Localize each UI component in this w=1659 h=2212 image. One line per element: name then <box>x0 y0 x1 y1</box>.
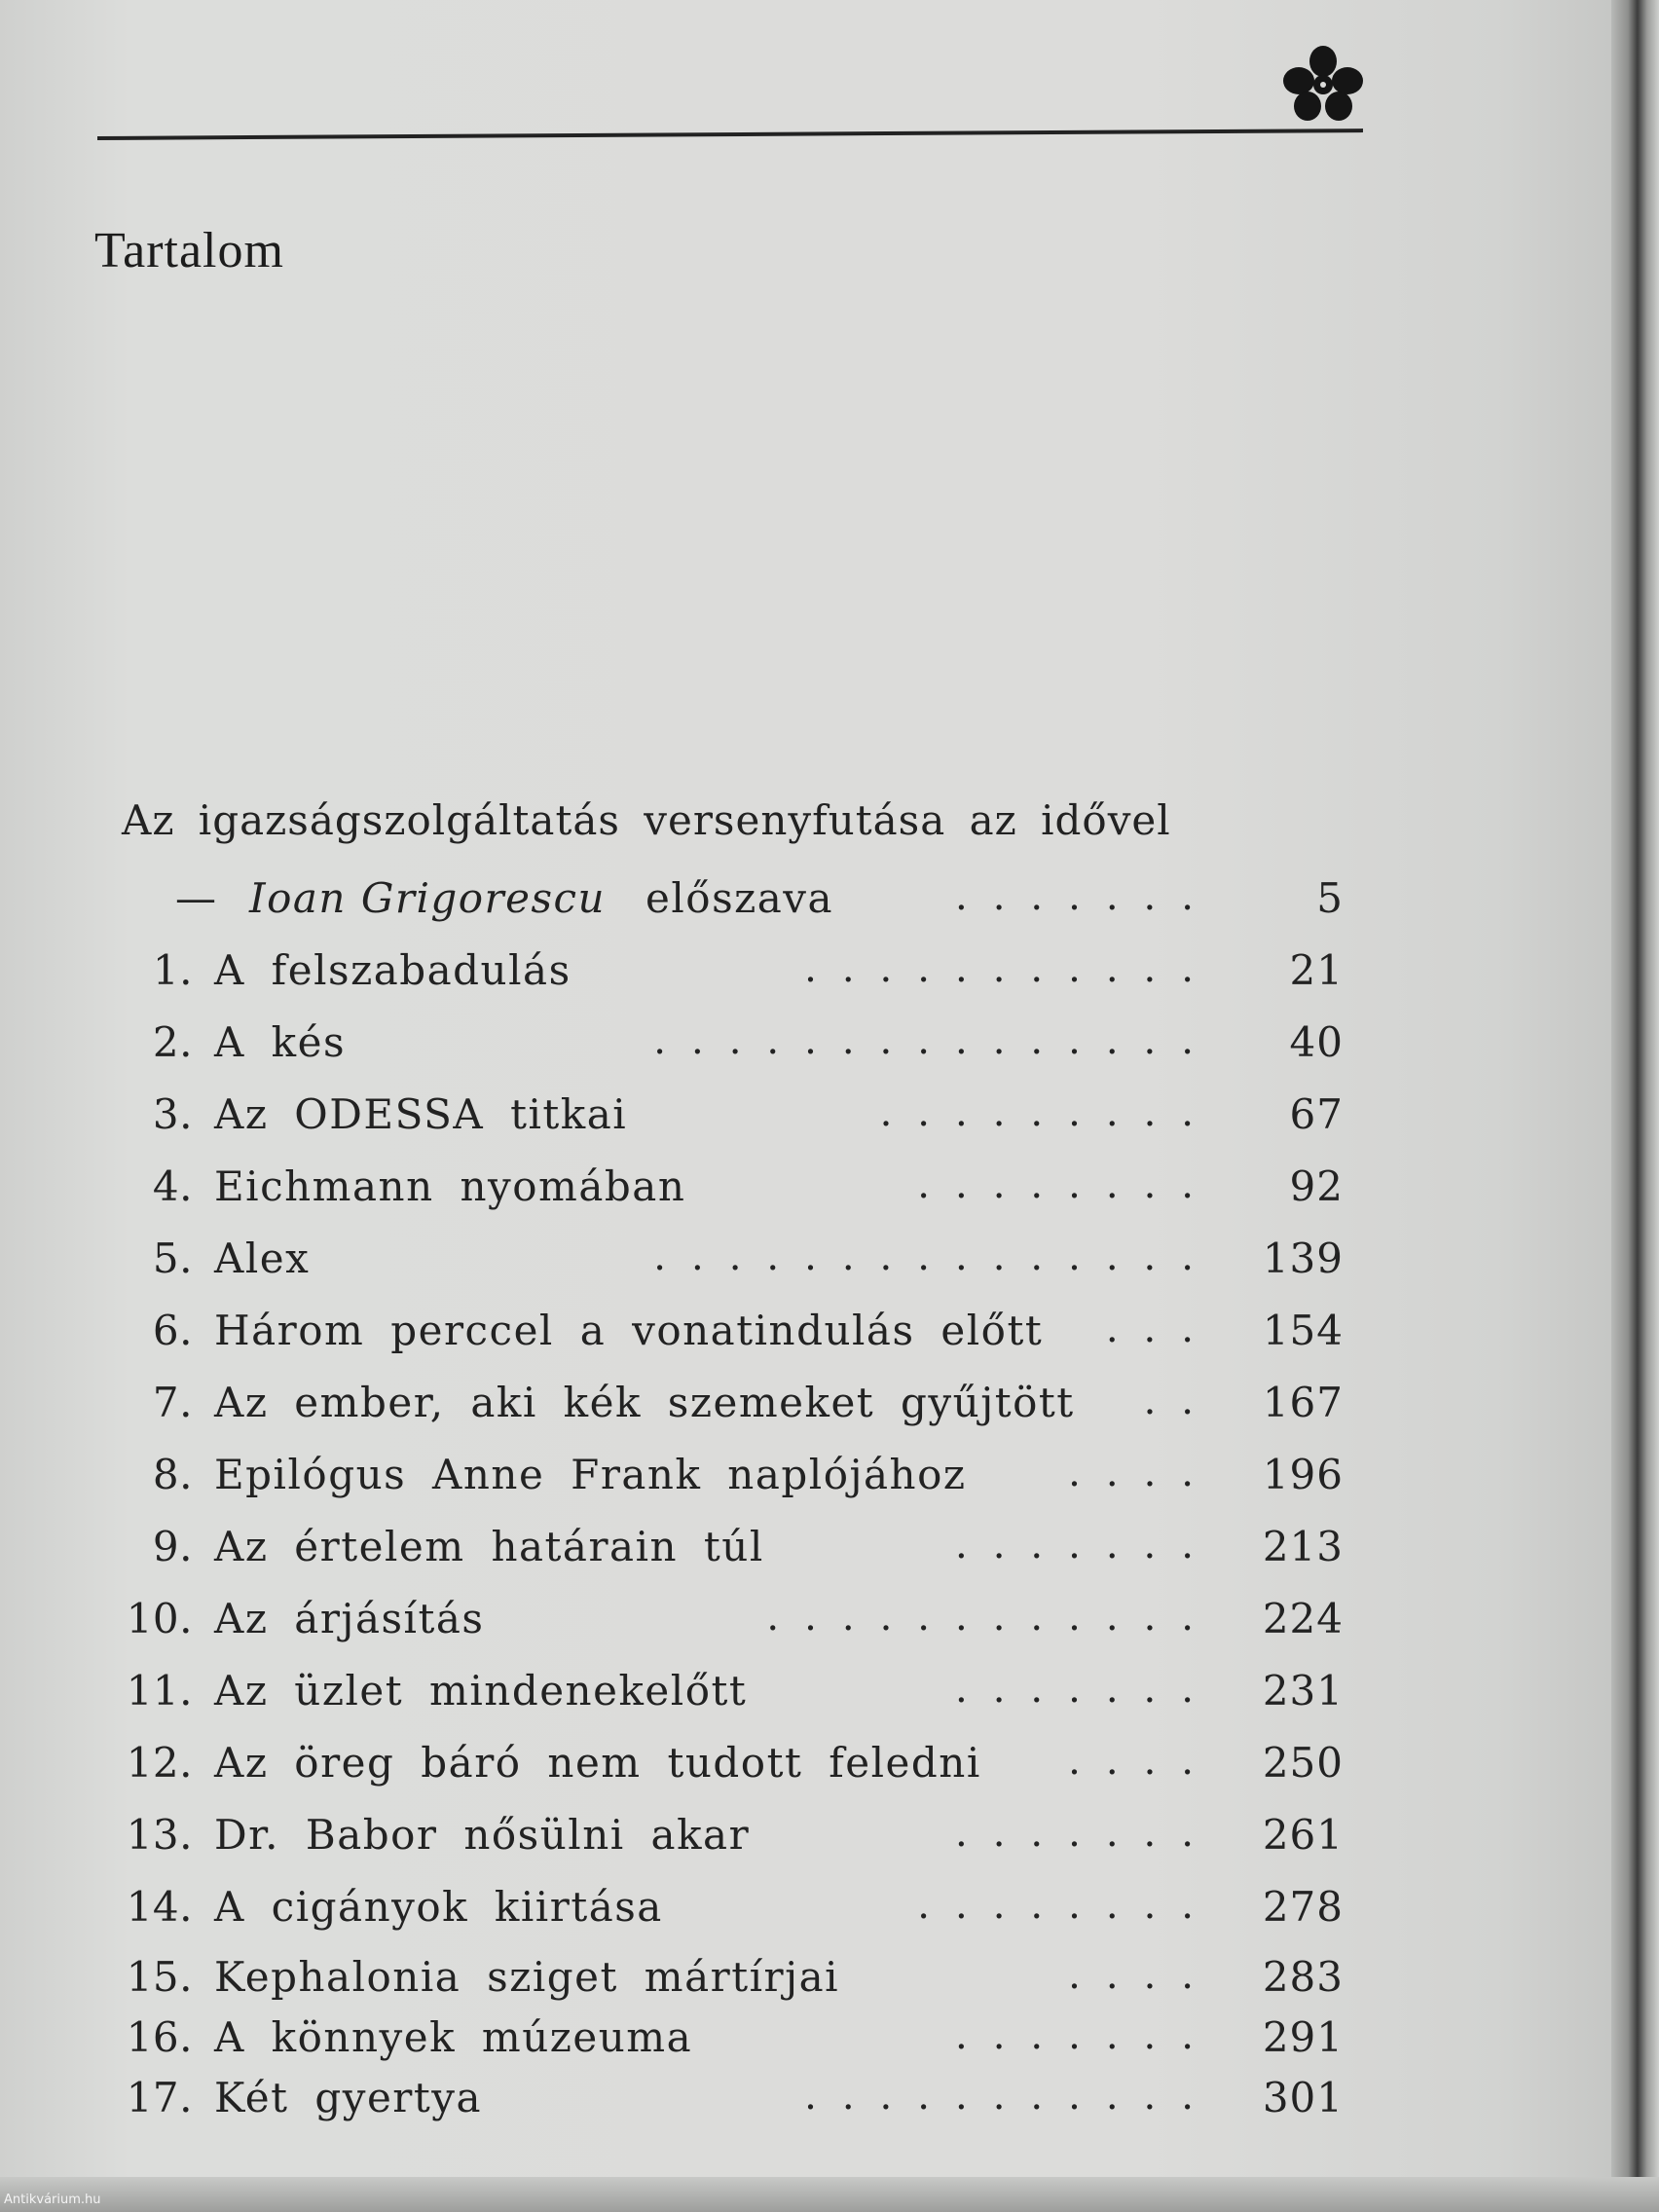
toc-entry <box>0 1018 1659 1077</box>
entry-number: 17. <box>126 2074 193 2121</box>
intro-page: 5 <box>1316 874 1344 922</box>
dot-leader: .. <box>1143 1379 1219 1423</box>
entry-title: Az öreg báró nem tudott feledni <box>214 1739 981 1787</box>
entry-page: 196 <box>1262 1451 1344 1498</box>
entry-page: 261 <box>1262 1811 1344 1859</box>
toc-entry <box>0 1667 1659 1725</box>
dot-leader: .... <box>1068 1451 1219 1495</box>
dot-leader: ........... <box>804 2074 1219 2119</box>
entry-number: 2. <box>152 1018 193 1066</box>
entry-page: 278 <box>1262 1883 1344 1931</box>
entry-page: 21 <box>1289 946 1344 994</box>
entry-number: 8. <box>152 1451 193 1498</box>
toc-entry <box>0 1883 1659 1941</box>
entry-title: Az üzlet mindenekelőtt <box>214 1667 748 1714</box>
toc-entry <box>0 1307 1659 1365</box>
page-title: Tartalom <box>94 223 284 278</box>
dot-leader: ....... <box>954 1523 1219 1567</box>
intro-title: Az igazságszolgáltatás versenyfutása az idővel <box>122 796 1171 844</box>
entry-title: Az értelem határain túl <box>214 1523 764 1570</box>
dot-leader: ............... <box>653 1235 1219 1279</box>
dot-leader: ....... <box>954 2013 1219 2058</box>
entry-page: 67 <box>1289 1090 1344 1138</box>
entry-number: 11. <box>126 1667 193 1714</box>
toc-entry <box>0 946 1659 1005</box>
entry-number: 3. <box>152 1090 193 1138</box>
dot-leader: .... <box>1068 1739 1219 1784</box>
entry-title: Kephalonia sziget mártírjai <box>214 1953 840 2001</box>
entry-title: A kés <box>214 1018 347 1066</box>
entry-title: Két gyertya <box>214 2074 483 2121</box>
entry-number: 9. <box>152 1523 193 1570</box>
toc-entry <box>0 1595 1659 1653</box>
entry-number: 15. <box>126 1953 193 2001</box>
toc-entry <box>0 1811 1659 1869</box>
entry-page: 213 <box>1262 1523 1344 1570</box>
entry-number: 12. <box>126 1739 193 1787</box>
entry-page: 40 <box>1289 1018 1344 1066</box>
entry-page: 167 <box>1262 1379 1344 1426</box>
dot-leader: ........ <box>917 1162 1219 1207</box>
entry-title: A könnyek múzeuma <box>214 2013 693 2061</box>
dot-leader: ............ <box>766 1595 1219 1640</box>
dot-leader: ... <box>1105 1307 1219 1351</box>
entry-title: Az árjásítás <box>214 1595 485 1642</box>
toc-entry <box>0 1162 1659 1221</box>
intro-rest: előszava <box>645 874 834 922</box>
entry-page: 154 <box>1262 1307 1344 1354</box>
entry-title: Alex <box>214 1235 311 1282</box>
toc-entry <box>0 1379 1659 1437</box>
entry-number: 14. <box>126 1883 193 1931</box>
entry-number: 1. <box>152 946 193 994</box>
entry-title: A felszabadulás <box>214 946 571 994</box>
entry-title: Eichmann nyomában <box>214 1162 686 1210</box>
intro-author: Ioan Grigorescu <box>249 874 607 922</box>
entry-title: Az ember, aki kék szemeket gyűjtött <box>214 1379 1075 1426</box>
entry-number: 10. <box>126 1595 193 1642</box>
toc-entry <box>0 1739 1659 1797</box>
dot-leader: ........ <box>917 1883 1219 1928</box>
entry-page: 291 <box>1262 2013 1344 2061</box>
entry-number: 13. <box>126 1811 193 1859</box>
dot-leader: ....... <box>954 874 1219 919</box>
entry-page: 231 <box>1262 1667 1344 1714</box>
entry-title: Dr. Babor nősülni akar <box>214 1811 751 1859</box>
entry-page: 92 <box>1289 1162 1344 1210</box>
entry-title: A cigányok kiirtása <box>214 1883 663 1931</box>
entry-page: 224 <box>1262 1595 1344 1642</box>
entry-title: Három perccel a vonatindulás előtt <box>214 1307 1044 1354</box>
entry-number: 16. <box>126 2013 193 2061</box>
entry-title: Epilógus Anne Frank naplójához <box>214 1451 967 1498</box>
intro-dash: — <box>175 874 216 922</box>
entry-number: 7. <box>152 1379 193 1426</box>
toc-entry <box>0 1523 1659 1581</box>
toc-entry <box>0 1451 1659 1509</box>
entry-title: Az ODESSA titkai <box>214 1090 628 1138</box>
dot-leader: ............... <box>653 1018 1219 1063</box>
toc-entry <box>0 1235 1659 1293</box>
toc-entry <box>0 2013 1659 2072</box>
toc-entry <box>0 2074 1659 2132</box>
entry-page: 283 <box>1262 1953 1344 2001</box>
dot-leader: ....... <box>954 1667 1219 1712</box>
entry-page: 301 <box>1262 2074 1344 2121</box>
dot-leader: ........... <box>804 946 1219 991</box>
dot-leader: ....... <box>954 1811 1219 1856</box>
entry-page: 250 <box>1262 1739 1344 1787</box>
entry-number: 6. <box>152 1307 193 1354</box>
toc-entry <box>0 1090 1659 1149</box>
dot-leader: ......... <box>879 1090 1219 1135</box>
watermark: Antikvárium.hu <box>4 2193 101 2207</box>
entry-number: 4. <box>152 1162 193 1210</box>
entry-number: 5. <box>152 1235 193 1282</box>
intro-entry <box>0 874 1659 933</box>
entry-page: 139 <box>1262 1235 1344 1282</box>
toc-entry <box>0 1953 1659 2011</box>
dot-leader: .... <box>1068 1953 1219 1998</box>
